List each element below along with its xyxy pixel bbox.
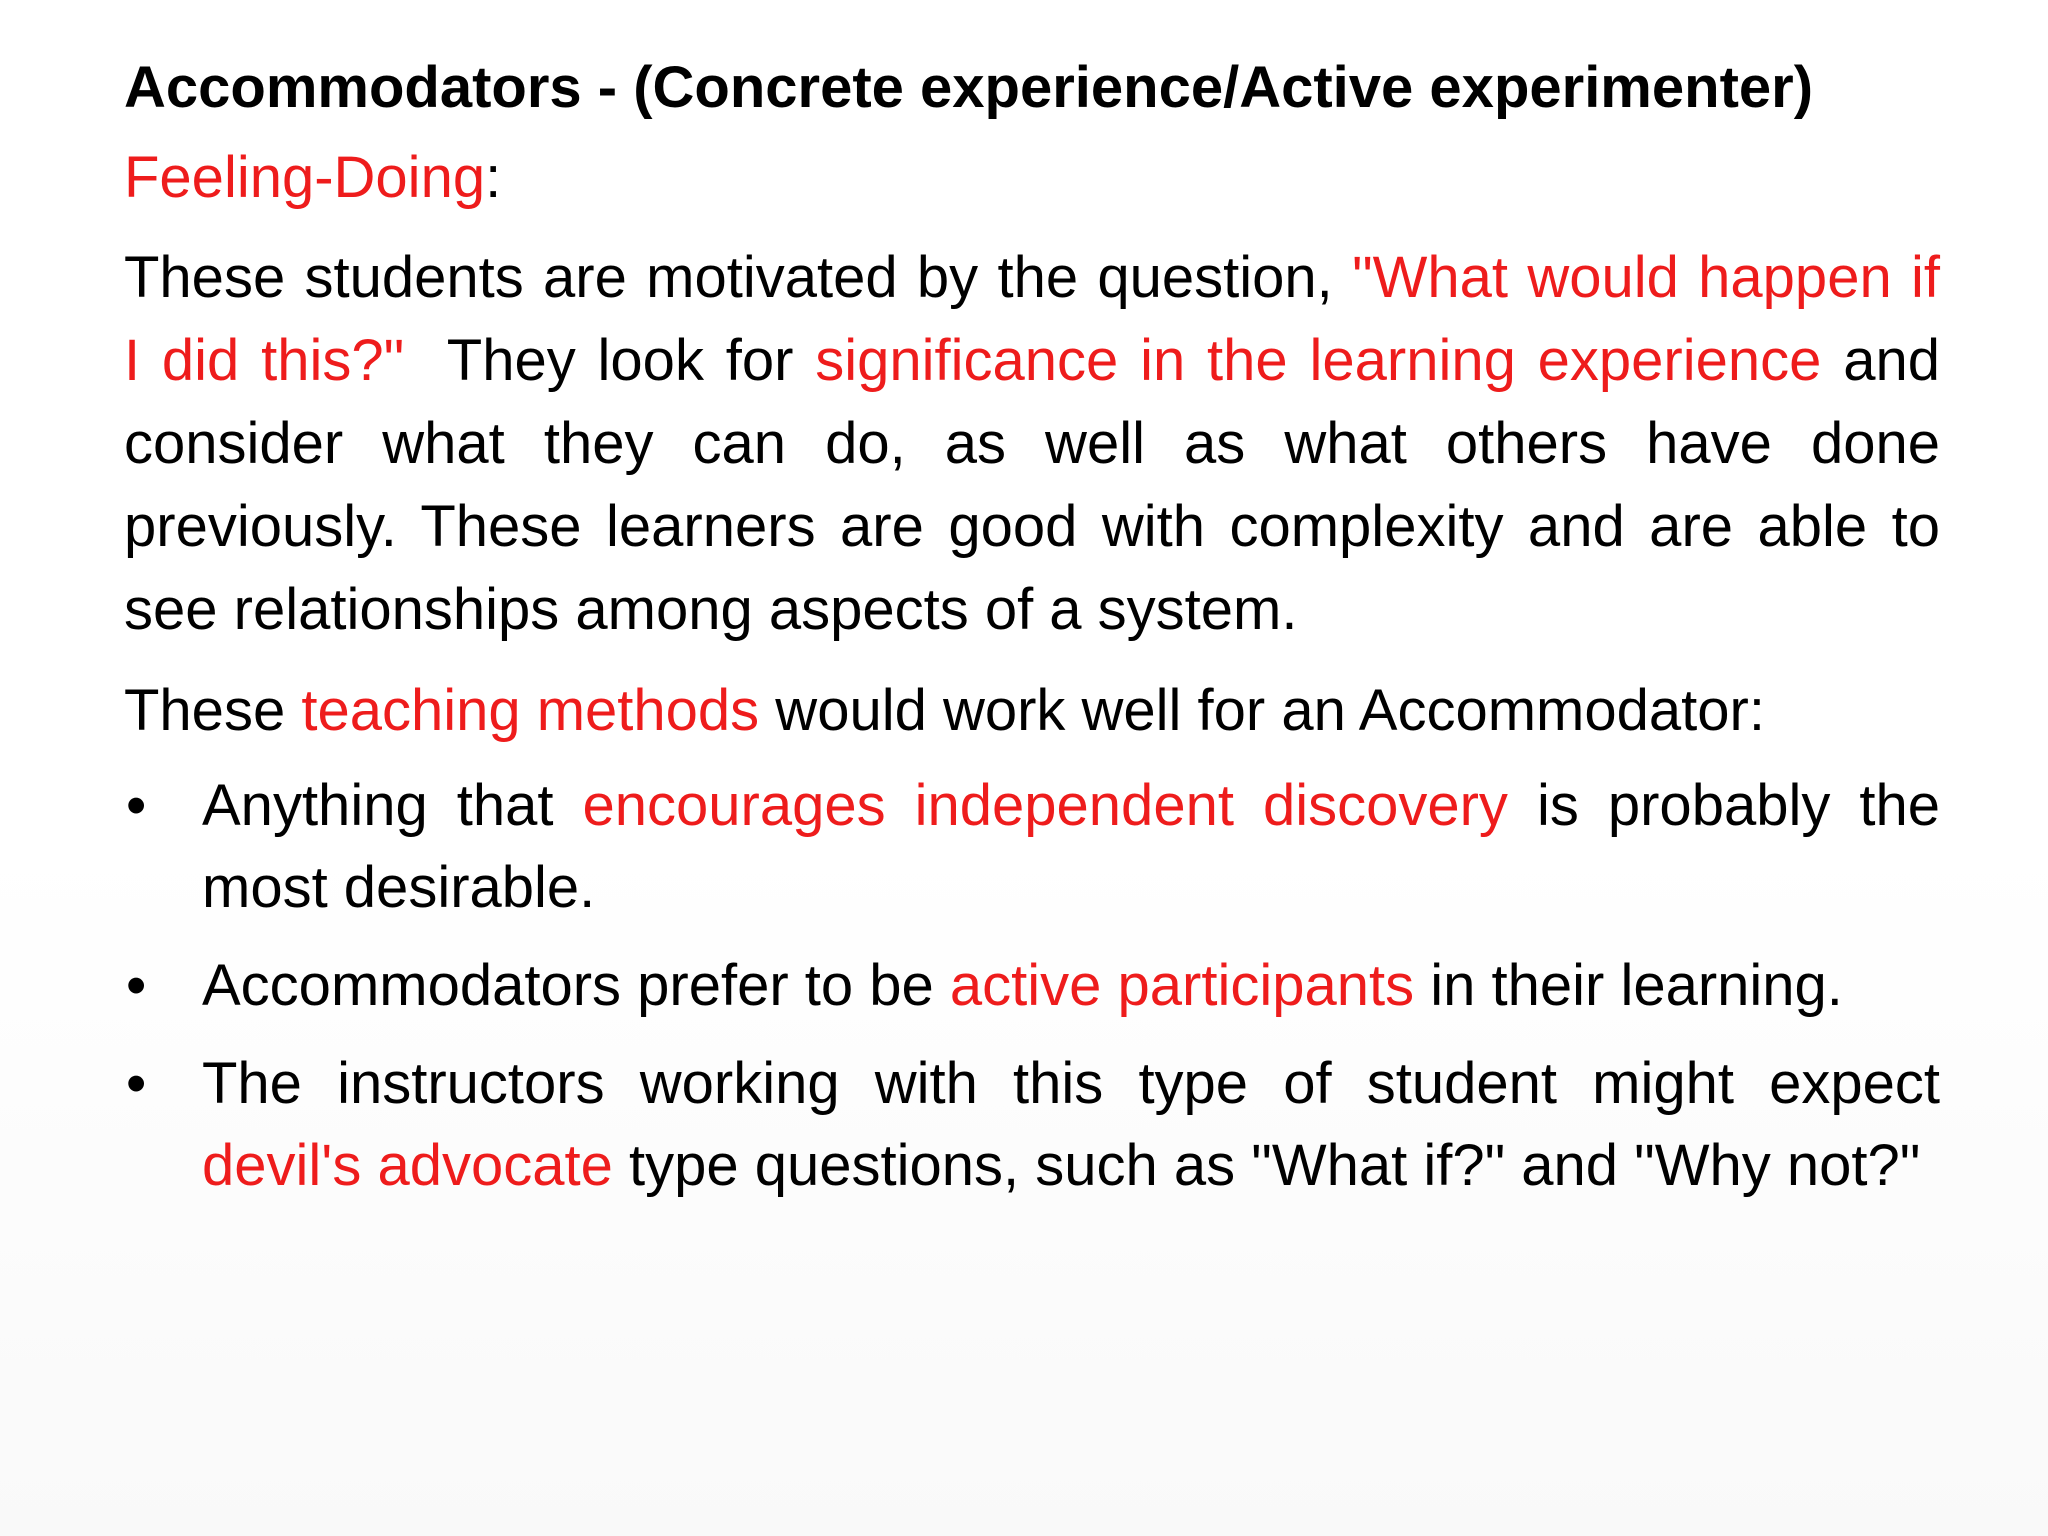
bullet-highlight: devil's advocate bbox=[202, 1133, 613, 1198]
bullet-text-after: in their learning. bbox=[1414, 953, 1843, 1018]
description-paragraph bbox=[124, 236, 1940, 651]
list-item bbox=[124, 765, 1940, 929]
intro-highlight: teaching methods bbox=[301, 678, 760, 743]
bullet-icon: • bbox=[126, 773, 147, 838]
bullet-text-before: Accommodators prefer to be bbox=[202, 953, 950, 1018]
bullet-icon: • bbox=[126, 953, 147, 1018]
bullet-highlight: encourages independent discovery bbox=[582, 773, 1508, 838]
bullet-highlight: active participants bbox=[949, 953, 1415, 1018]
subtitle-suffix: : bbox=[485, 145, 502, 210]
paragraph-highlight-significance: significance in the learning experience bbox=[815, 328, 1822, 393]
list-item bbox=[124, 1043, 1940, 1207]
methods-list bbox=[124, 765, 1940, 1207]
intro-suffix: would work well for an Accommodator: bbox=[759, 678, 1765, 743]
intro-prefix: These bbox=[124, 678, 302, 743]
paragraph-text-1: These students are motivated by the question, bbox=[124, 245, 1353, 310]
bullet-text-before: Anything that bbox=[202, 773, 583, 838]
slide-title: Accommodators - (Concrete experience/Active experimenter) bbox=[124, 55, 1814, 120]
slide-content bbox=[124, 52, 1940, 1223]
bullet-icon: • bbox=[126, 1051, 147, 1116]
methods-intro bbox=[124, 675, 1940, 747]
list-item bbox=[124, 945, 1940, 1027]
subtitle bbox=[124, 142, 1940, 214]
bullet-text-before: The instructors working with this type of student might expect bbox=[202, 1051, 1940, 1116]
bullet-text-after: is probably the most desirable. bbox=[202, 773, 1940, 920]
paragraph-highlight-question: "What would happen if I did this?" bbox=[124, 245, 1940, 393]
paragraph-text-3: and consider what they can do, as well as what others have done previously. These learners are good with complexity and are able to see relationships among aspects of a system. bbox=[124, 328, 1940, 642]
bullet-text-after: type questions, such as "What if?" and "Why not?" bbox=[612, 1133, 1921, 1198]
subtitle-highlight: Feeling-Doing bbox=[124, 145, 486, 210]
paragraph-text-2: They look for bbox=[404, 328, 816, 393]
